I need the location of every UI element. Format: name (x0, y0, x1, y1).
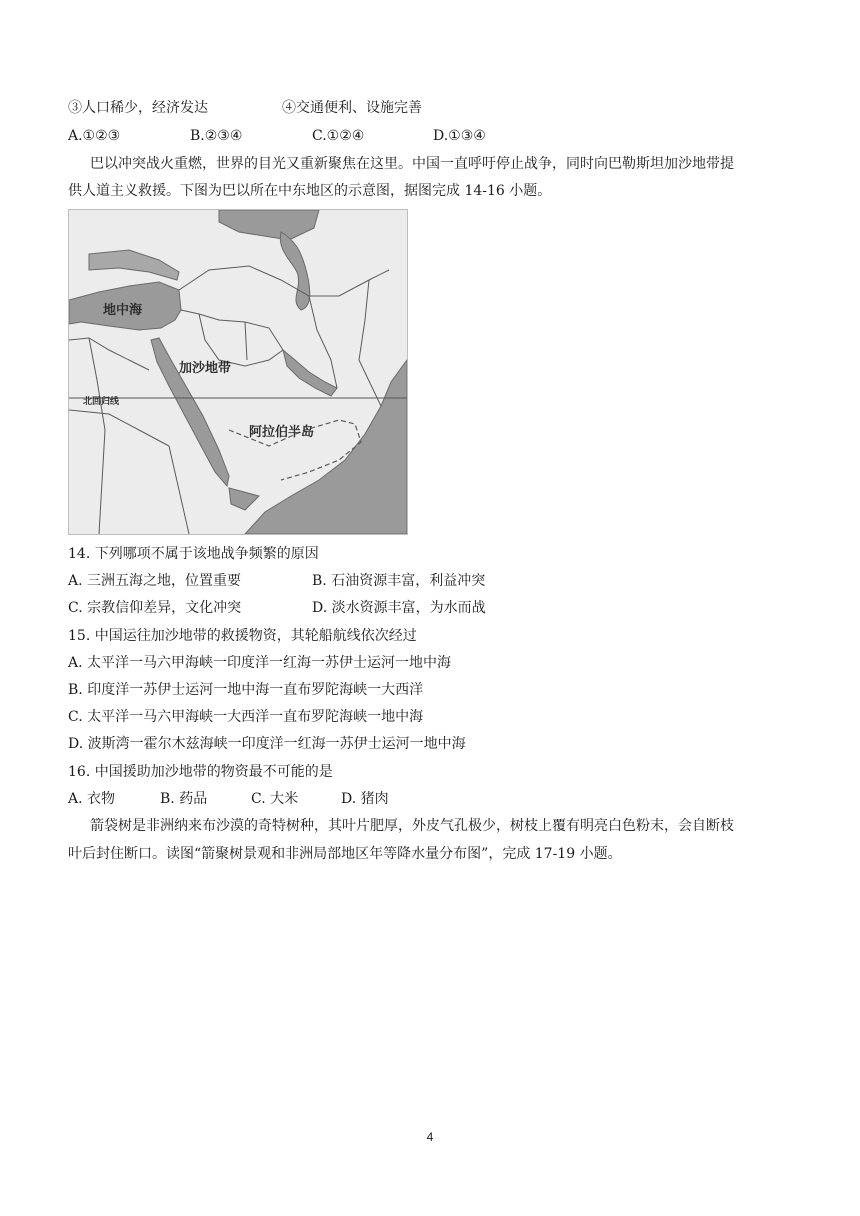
q14-option-a: A. 三洲五海之地，位置重要 (68, 573, 242, 589)
q15-option-d: D. 波斯湾一霍尔木兹海峡一印度洋一红海一苏伊士运河一地中海 (68, 736, 466, 752)
q15-option-a: A. 太平洋一马六甲海峡一印度洋一红海一苏伊士运河一地中海 (68, 655, 452, 671)
intro-17-19-line2: 叶后封住断口。读图“箭聚树景观和非洲局部地区年等降水量分布图”，完成 17-19 小题。 (68, 846, 622, 862)
q14-option-b: B. 石油资源丰富，利益冲突 (312, 573, 486, 589)
middle-east-map (68, 209, 408, 535)
q16-option-c: C. 大米 (251, 791, 299, 807)
q13-option-a: A.①②③ (68, 128, 121, 144)
q16-stem: 16. 中国援助加沙地带的物资最不可能的是 (68, 764, 333, 780)
q14-option-c: C. 宗教信仰差异，文化冲突 (68, 600, 242, 616)
page-number: 4 (426, 1130, 434, 1144)
q13-option-c: C.①②④ (312, 128, 365, 144)
q16-option-d: D. 猪肉 (341, 791, 389, 807)
map-label-tropic: 北回归线 (83, 397, 120, 407)
intro-14-16-line1: 巴以冲突战火重燃，世界的目光又重新聚焦在这里。中国一直呼吁停止战争，同时向巴勒斯坦加沙地带提 (90, 156, 734, 172)
q14-stem: 14. 下列哪项不属于该地战争频繁的原因 (68, 546, 319, 562)
map-label-mediterranean: 地中海 (103, 303, 143, 318)
q13-item3: ③人口稀少，经济发达 (68, 100, 208, 116)
map-label-gaza: 加沙地带 (179, 361, 232, 376)
q13-item4: ④交通便利、设施完善 (282, 100, 422, 116)
intro-17-19-line1: 箭袋树是非洲纳来布沙漠的奇特树种，其叶片肥厚，外皮气孔极少，树枝上覆有明亮白色粉末，会自断枝 (90, 818, 734, 834)
q13-option-b: B.②③④ (190, 128, 243, 144)
q15-stem: 15. 中国运往加沙地带的救援物资，其轮船航线依次经过 (68, 628, 417, 644)
map-label-arabia: 阿拉伯半岛 (249, 425, 315, 440)
q15-option-c: C. 太平洋一马六甲海峡一大西洋一直布罗陀海峡一地中海 (68, 709, 424, 725)
q14-option-d: D. 淡水资源丰富，为水而战 (312, 600, 486, 616)
intro-14-16-line2: 供人道主义救援。下图为巴以所在中东地区的示意图，据图完成 14-16 小题。 (68, 183, 552, 199)
q16-option-a: A. 衣物 (68, 791, 116, 807)
q13-option-d: D.①③④ (433, 128, 486, 144)
q16-option-b: B. 药品 (160, 791, 208, 807)
q15-option-b: B. 印度洋一苏伊士运河一地中海一直布罗陀海峡一大西洋 (68, 682, 424, 698)
